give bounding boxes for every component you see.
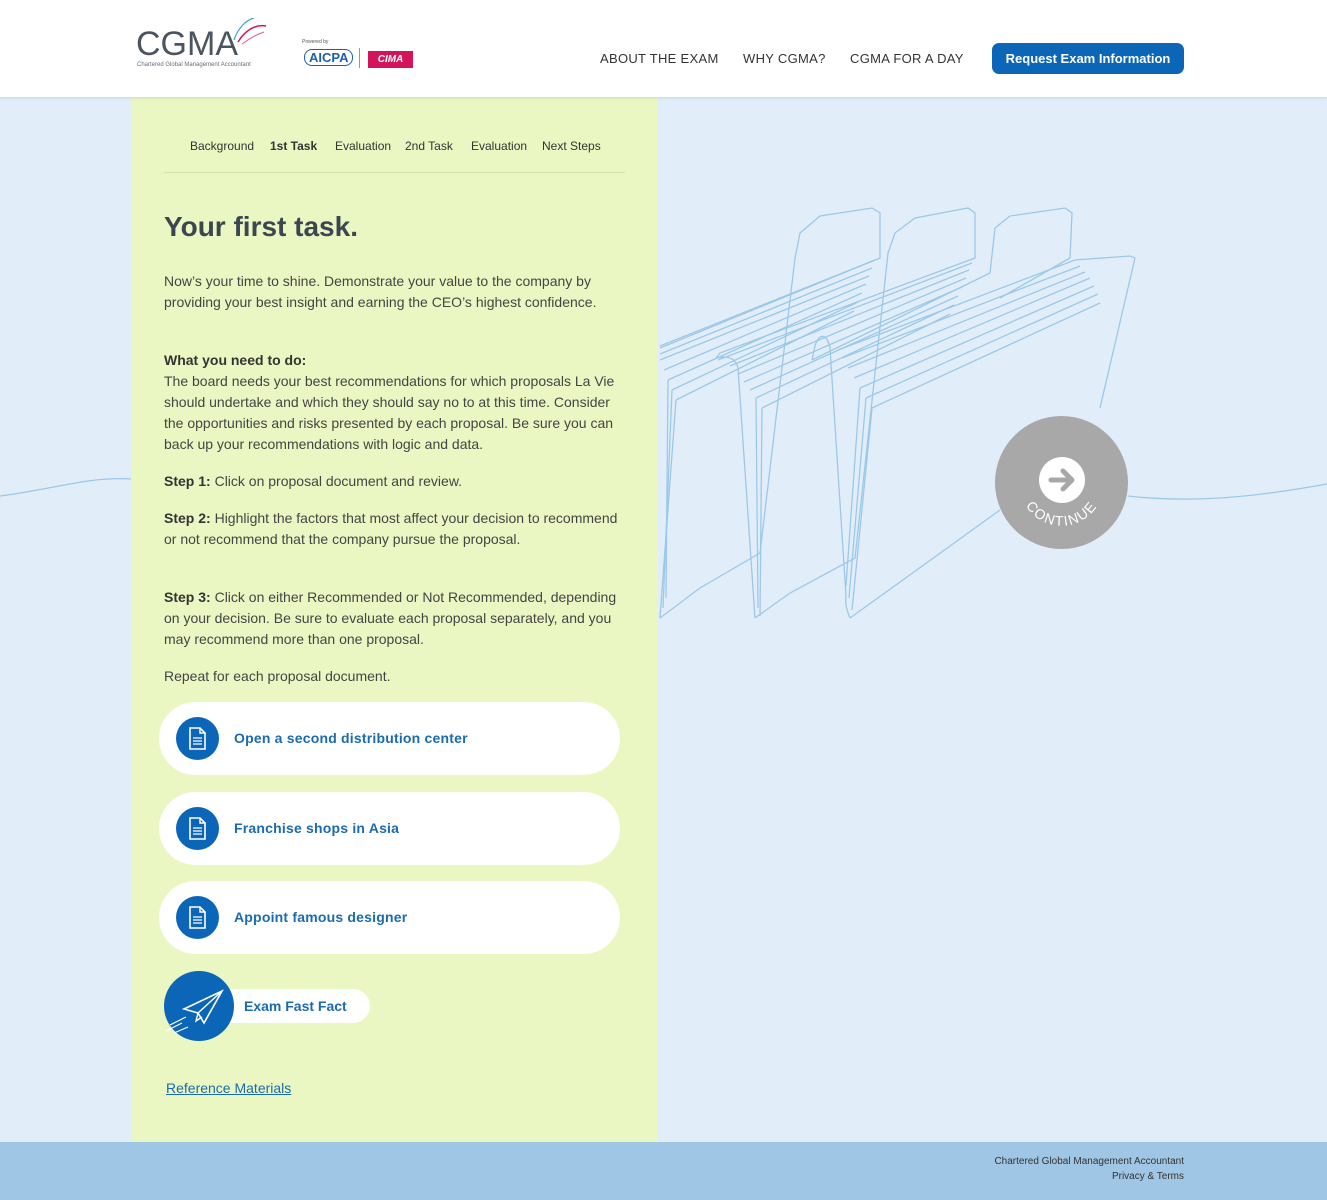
powered-by-text: Powered by <box>302 39 329 45</box>
task-panel <box>131 98 658 1142</box>
step-next-steps[interactable]: Next Steps <box>542 139 601 153</box>
nav-cgma-for-a-day[interactable]: CGMA FOR A DAY <box>850 51 964 66</box>
step1-label: Step 1: <box>164 473 211 489</box>
cima-logo: CIMA <box>368 51 413 68</box>
site-footer <box>0 1142 1327 1200</box>
paper-plane-icon <box>164 971 234 1041</box>
exam-fast-fact-button[interactable] <box>164 971 374 1041</box>
step3-body: Click on either Recommended or Not Recommended, depending on your decision. Be sure to evaluate each proposal separately, and you may recommend more than one proposal. <box>164 589 617 647</box>
proposal-famous-designer[interactable] <box>159 881 620 954</box>
step-evaluation-1[interactable]: Evaluation <box>335 139 392 153</box>
step-background[interactable]: Background <box>190 139 255 153</box>
repeat-text: Repeat for each proposal document. <box>164 668 391 684</box>
proposal-franchise-asia[interactable] <box>159 792 620 865</box>
privacy-terms-link[interactable]: Privacy & Terms <box>1111 1171 1184 1182</box>
logo-subtitle: Chartered Global Management Accountant <box>137 62 251 68</box>
logo-swoosh-icon <box>230 18 270 48</box>
what-you-need-heading: What you need to do: <box>164 352 307 368</box>
fast-fact-label: Exam Fast Fact <box>244 998 347 1014</box>
nav-about-the-exam[interactable]: ABOUT THE EXAM <box>600 51 719 66</box>
step-evaluation-2[interactable]: Evaluation <box>471 139 528 153</box>
step3-label: Step 3: <box>164 589 211 605</box>
continue-button[interactable] <box>995 416 1128 549</box>
proposal-label: Open a second distribution center <box>234 730 468 746</box>
aicpa-logo: AICPA <box>304 49 353 66</box>
step1-body: Click on proposal document and review. <box>210 473 463 489</box>
logo-divider <box>359 48 360 68</box>
nav-why-cgma[interactable]: WHY CGMA? <box>743 51 826 66</box>
steps-divider <box>164 172 625 173</box>
reference-materials-link[interactable]: Reference Materials <box>166 1080 292 1096</box>
step2-body: Highlight the factors that most affect your decision to recommend or not recommend that the company pursue the proposal. <box>164 510 618 547</box>
what-you-need-body: The board needs your best recommendations for which proposals La Vie should undertake and which they should say no to at this time. Consider the opportunities and risks presented by each proposal. Be sure you can back up your recommendations with logic and data. <box>164 373 615 452</box>
intro-text: Now’s your time to shine. Demonstrate your value to the company by providing your best insight and earning the CEO’s highest confidence. <box>164 273 597 310</box>
what-you-need-block <box>164 350 629 455</box>
request-exam-info-button[interactable]: Request Exam Information <box>992 43 1184 74</box>
document-icon <box>176 896 219 939</box>
footer-org-name: Chartered Global Management Accountant <box>994 1156 1184 1167</box>
document-icon <box>176 807 219 850</box>
logo-text: CGMA <box>136 25 238 63</box>
step1-text <box>164 471 629 492</box>
step2-label: Step 2: <box>164 510 211 526</box>
proposal-label: Franchise shops in Asia <box>234 820 400 836</box>
step2-text <box>164 508 629 550</box>
site-header <box>0 0 1327 98</box>
proposal-distribution-center[interactable] <box>159 702 620 775</box>
step-1st-task[interactable]: 1st Task <box>270 139 318 153</box>
step-2nd-task[interactable]: 2nd Task <box>405 139 453 153</box>
page-title: Your first task. <box>164 211 358 242</box>
document-icon <box>176 717 219 760</box>
cgma-logo[interactable] <box>136 18 271 73</box>
step3-text <box>164 587 629 650</box>
proposal-label: Appoint famous designer <box>234 909 408 925</box>
continue-label: CONTINUE <box>1023 497 1100 529</box>
